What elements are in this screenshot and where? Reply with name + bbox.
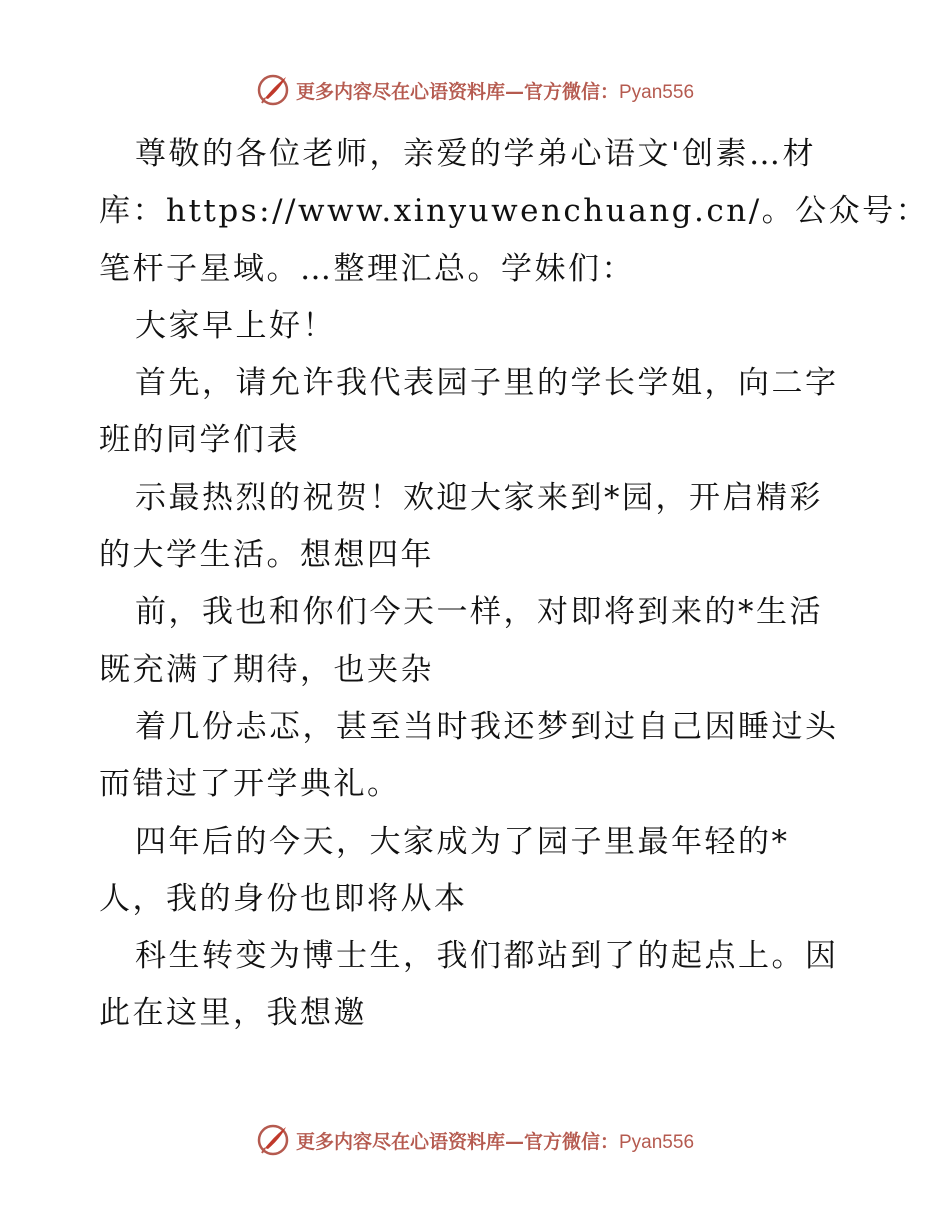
quill-pen-logo-icon [256, 73, 290, 107]
banner-label: 更多内容尽在心语资料库—官方微信： [295, 80, 619, 103]
quill-pen-logo-icon [256, 1123, 290, 1157]
text-line: 示最热烈的祝贺！欢迎大家来到*园，开启精彩 [135, 479, 823, 516]
text-line: 笔杆子星域。…整理汇总。学妹们： [99, 250, 635, 287]
banner-label: 更多内容尽在心语资料库—官方微信： [295, 1130, 619, 1153]
banner-text [296, 1127, 694, 1154]
text-line: 班的同学们表 [99, 422, 300, 459]
text-line: 库：https://www.xinyuwenchuang.cn/。公众号： [99, 193, 930, 230]
text-line: 既充满了期待，也夹杂 [99, 651, 434, 688]
text-line: 尊敬的各位老师，亲爱的学弟心语文'创素…材 [135, 136, 817, 172]
document-body [99, 126, 930, 1043]
text-line: 人，我的身份也即将从本 [99, 880, 468, 917]
text-line: 而错过了开学典礼。 [99, 766, 401, 803]
footer-banner [0, 1120, 950, 1160]
wechat-id: Pyan556 [619, 1131, 695, 1153]
wechat-id: Pyan556 [619, 81, 695, 103]
text-line: 前，我也和你们今天一样，对即将到来的*生活 [135, 594, 823, 631]
text-line: 的大学生活。想想四年 [99, 537, 434, 574]
text-line: 首先，请允许我代表园子里的学长学姐，向二字 [135, 365, 839, 402]
text-line: 着几份忐忑，甚至当时我还梦到过自己因睡过头 [135, 708, 839, 745]
text-line: 科生转变为博士生，我们都站到了的起点上。因 [135, 938, 839, 975]
header-banner [0, 70, 950, 110]
text-line: 大家早上好！ [135, 307, 336, 344]
banner-text [296, 77, 694, 104]
text-line: 四年后的今天，大家成为了园子里最年轻的* [135, 823, 790, 860]
text-line: 此在这里，我想邀 [99, 995, 367, 1032]
